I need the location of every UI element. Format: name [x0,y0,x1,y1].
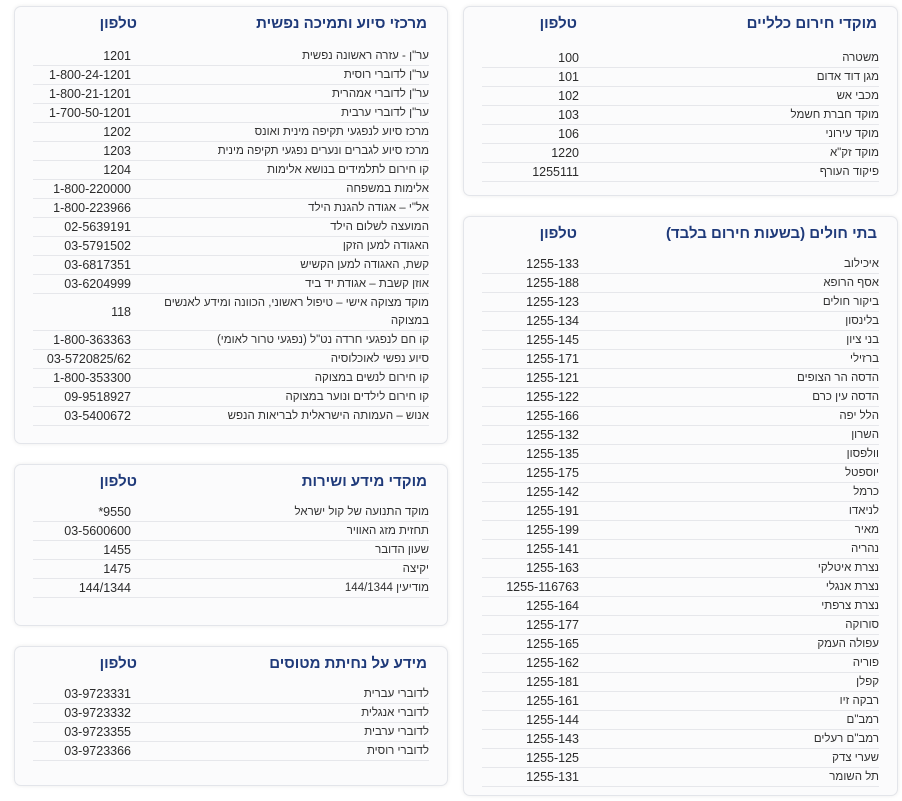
table-row [33,407,429,426]
table-row [33,180,429,199]
row-name: ער"ן - עזרה ראשונה נפשית [302,50,429,62]
table-row [33,142,429,161]
row-name: בני ציון [846,334,879,346]
row-phone: 03-9723355 [64,725,131,739]
phone-column-header: טלפון [99,473,137,490]
row-name: משטרה [842,52,879,64]
row-phone: 106 [558,127,579,141]
table-row [482,540,879,559]
row-phone: 1255-123 [526,295,579,309]
phone-column-header: טלפון [99,655,137,672]
table-row [482,616,879,635]
phone-column-header: טלפון [539,15,577,32]
table-row [33,123,429,142]
table-row [482,144,879,163]
row-phone: 09-9518927 [64,390,131,404]
row-name: בלינסון [845,315,879,327]
row-name: לדוברי ערבית [364,726,429,738]
row-name: ער"ן לדוברי ערבית [341,107,429,119]
row-name: הדסה עין כרם [812,391,879,403]
table-row [33,742,429,761]
table-row [482,388,879,407]
row-name: מוקד התנועה של קול ישראל [294,506,429,518]
row-phone: 03-5400672 [64,409,131,423]
table-row [482,578,879,597]
row-name: מוקד מצוקה אישי – טיפול ראשוני, הכוונה ומידע לאנשים במצוקה [164,297,429,327]
row-name: קו חירום לילדים ונוער במצוקה [285,391,429,403]
table-row [482,407,879,426]
row-phone: 102 [558,89,579,103]
row-phone: 1475 [103,562,131,576]
table-row [33,503,429,522]
card-title: מוקדי מידע ושירות [301,473,427,490]
table-row [33,275,429,294]
row-name: יוספטל [844,467,879,479]
row-phone: 03-6817351 [64,258,131,272]
table-row [482,350,879,369]
row-name: שעון הדובר [375,544,429,556]
row-name: סיוע נפשי לאוכלוסיה [330,353,429,365]
table-row [33,369,429,388]
row-name: אוזן קשבת – אגודת יד ביד [305,278,429,290]
row-name: מגן דוד אדום [816,71,879,83]
table-row [482,521,879,540]
card-flight-landings [14,646,448,786]
row-phone: 1455 [103,543,131,557]
row-phone: 1-800-223966 [53,201,131,215]
row-phone: 1255-142 [526,485,579,499]
table-row [482,68,879,87]
row-phone: 103 [558,108,579,122]
row-phone: 1-800-21-1201 [48,87,131,101]
row-name: הדסה הר הצופים [797,372,879,384]
row-name: מרכז סיוע לנפגעי תקיפה מינית ואונס [254,126,429,138]
row-name: כרמל [853,486,879,498]
table-row [482,464,879,483]
card-title: מוקדי חירום כלליים [746,15,877,32]
table-row [482,654,879,673]
card-info-services [14,464,448,626]
row-phone: 1255-164 [526,599,579,613]
card-title: מרכזי סיוע ותמיכה נפשית [256,15,427,32]
table-row [33,66,429,85]
row-phone: 1203 [103,144,131,158]
table-row [33,199,429,218]
table-row [33,256,429,275]
rows-list [15,685,447,761]
row-name: תל השומר [829,771,879,783]
table-row [33,704,429,723]
row-name: מוקד זק"א [829,147,879,159]
row-phone: 1255-188 [526,276,579,290]
row-name: רמב"ם [846,714,879,726]
rows-list [15,503,447,598]
rows-list [464,255,897,787]
row-name: הלל יפה [839,410,879,422]
row-name: מאיר [854,524,879,536]
row-name: נצרת איטלקי [817,562,879,574]
row-phone: 1255-199 [526,523,579,537]
row-phone: 03-6204999 [64,277,131,291]
row-phone: 1255-163 [526,561,579,575]
table-row [33,350,429,369]
row-name: לניאדו [848,505,879,517]
table-row [33,579,429,598]
row-name: ער"ן לדוברי רוסית [343,69,429,81]
table-row [482,49,879,68]
row-name: קו חם לנפגעי חרדה נט"ל (נפגעי טרור לאומי) [216,334,429,346]
row-name: ביקור חולים [822,296,879,308]
row-name: נצרת אנגלי [825,581,879,593]
table-row [482,274,879,293]
card-general-emergency [463,6,898,196]
table-row [482,255,879,274]
table-row [482,597,879,616]
row-phone: 03-9723332 [64,706,131,720]
row-phone: 1255-177 [526,618,579,632]
table-row [482,87,879,106]
table-row [482,502,879,521]
row-phone: 1255-135 [526,447,579,461]
table-row [482,559,879,578]
rows-list [464,49,897,182]
row-phone: 1201 [103,49,131,63]
table-row [482,445,879,464]
card-title: בתי חולים (בשעות חירום בלבד) [665,225,877,242]
row-name: נהריה [851,543,879,555]
row-name: מרכז סיוע לגברים ונערים נפגעי תקיפה מינית [217,145,429,157]
row-name: לדוברי אנגלית [361,707,429,719]
row-phone: 1-700-50-1201 [48,106,131,120]
row-phone: 1255-132 [526,428,579,442]
row-name: המועצה לשלום הילד [330,221,429,233]
table-row [33,85,429,104]
card-header [15,465,447,505]
row-phone: 1255-116763 [506,580,579,594]
row-name: וולפסון [846,448,879,460]
table-row [33,331,429,350]
row-name: סורוקה [845,619,879,631]
row-phone: 1255-165 [526,637,579,651]
row-name: יקיצה [402,563,429,575]
row-name: ברזילי [849,353,879,365]
row-name: פיקוד העורף [819,166,879,178]
table-row [482,749,879,768]
row-name: רבקה זיו [839,695,879,707]
table-row [33,294,429,331]
table-row [33,522,429,541]
table-row [482,163,879,182]
row-name: אנוש – העמותה הישראלית לבריאות הנפש [227,410,429,422]
row-name: האגודה למען הזקן [342,240,429,252]
row-phone: 03-5600600 [64,524,131,538]
row-name: שערי צדק [832,752,879,764]
row-name: איכילוב [844,258,879,270]
row-phone: 03-9723366 [64,744,131,758]
row-name: קו חירום לנשים במצוקה [314,372,429,384]
table-row [33,237,429,256]
card-support-centers [14,6,448,444]
row-phone: 1255-175 [526,466,579,480]
phone-column-header: טלפון [99,15,137,32]
table-row [33,685,429,704]
row-name: לדוברי עברית [363,688,429,700]
row-name: עפולה העמק [817,638,879,650]
row-name: תחזית מזג האוויר [346,525,429,537]
table-row [33,541,429,560]
row-phone: 1255-141 [526,542,579,556]
table-row [482,730,879,749]
row-name: פוריה [852,657,879,669]
row-phone: 1255-143 [526,732,579,746]
row-phone: 1255-162 [526,656,579,670]
row-name: מודיעין 144/1344 [344,582,429,594]
row-phone: 118 [111,305,131,319]
row-phone: 1255-121 [526,371,579,385]
table-row [482,125,879,144]
row-phone: 1255-181 [526,675,579,689]
row-name: קו חירום לתלמידים בנושא אלימות [267,164,429,176]
card-header [15,7,447,47]
row-name: אל"י – אגודה להגנת הילד [308,202,429,214]
row-name: רמב"ם רעלים [813,733,879,745]
table-row [33,104,429,123]
table-row [482,673,879,692]
row-name: מוקד חברת חשמל [790,109,879,121]
table-row [482,711,879,730]
table-row [482,635,879,654]
row-phone: 1220 [551,146,579,160]
card-hospitals [463,216,898,796]
row-phone: 1-800-220000 [53,182,131,196]
row-phone: 100 [558,51,579,65]
card-header [464,7,897,47]
table-row [482,369,879,388]
table-row [482,426,879,445]
row-name: אלימות במשפחה [346,183,429,195]
row-name: מוקד עירוני [825,128,879,140]
rows-list [15,47,447,426]
row-phone: 03-5791502 [64,239,131,253]
row-phone: 144/1344 [78,581,131,595]
row-name: השרון [851,429,879,441]
row-name: קפלן [856,676,879,688]
row-name: מכבי אש [836,90,879,102]
row-phone: 1255-133 [526,257,579,271]
table-row [33,47,429,66]
card-title: מידע על נחיתת מטוסים [269,655,427,672]
table-row [482,331,879,350]
row-phone: 101 [558,70,579,84]
row-phone: 1255-161 [526,694,579,708]
table-row [33,723,429,742]
table-row [482,483,879,502]
phone-column-header: טלפון [539,225,577,242]
row-name: לדוברי רוסית [366,745,429,757]
row-phone: 1255-171 [526,352,579,366]
table-row [33,161,429,180]
row-name: קשת, האגודה למען הקשיש [300,259,429,271]
row-phone: 1204 [103,163,131,177]
row-phone: 1255-134 [526,314,579,328]
row-phone: 1202 [103,125,131,139]
table-row [482,692,879,711]
row-name: אסף הרופא [823,277,879,289]
card-header [15,647,447,687]
row-phone: *9550 [98,505,131,519]
table-row [482,768,879,787]
row-phone: 1255-144 [526,713,579,727]
table-row [33,560,429,579]
table-row [33,218,429,237]
card-header [464,217,897,257]
row-phone: 03-9723331 [64,687,131,701]
row-phone: 1-800-24-1201 [48,68,131,82]
row-name: נצרת צרפתי [821,600,879,612]
row-phone: 1255111 [532,165,579,179]
row-phone: 1255-125 [526,751,579,765]
row-phone: 1255-131 [526,770,579,784]
row-phone: 1-800-363363 [53,333,131,347]
table-row [33,388,429,407]
row-phone: 1255-191 [526,504,579,518]
row-phone: 1255-166 [526,409,579,423]
row-name: ער"ן לדוברי אמהרית [331,88,429,100]
row-phone: 1255-122 [526,390,579,404]
row-phone: 03-5720825/62 [46,352,131,366]
row-phone: 1-800-353300 [53,371,131,385]
row-phone: 1255-145 [526,333,579,347]
table-row [482,312,879,331]
table-row [482,293,879,312]
row-phone: 02-5639191 [64,220,131,234]
table-row [482,106,879,125]
